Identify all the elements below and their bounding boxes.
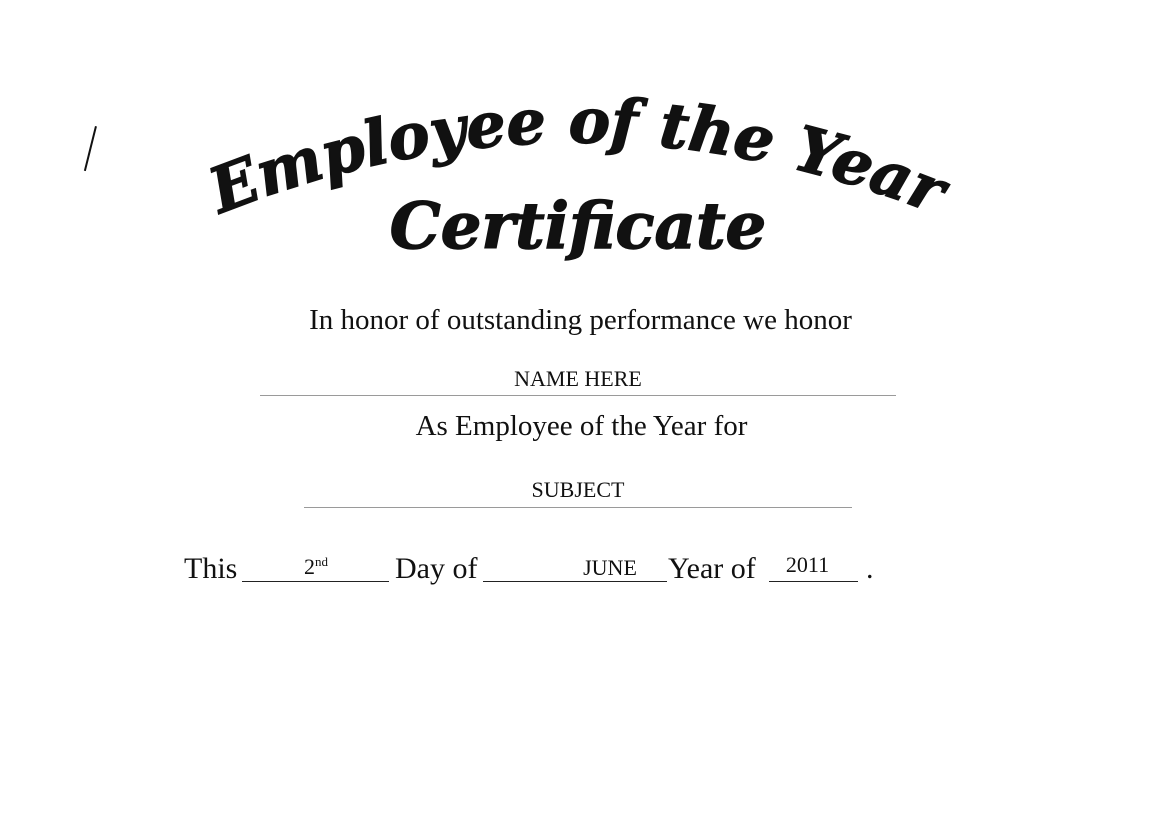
recipient-name-field: NAME HERE	[514, 366, 642, 391]
title-line-2: Certificate	[389, 189, 767, 264]
month-blank	[483, 581, 667, 582]
honor-statement: In honor of outstanding performance we honor	[309, 304, 852, 336]
year-of-label: Year of	[668, 552, 756, 585]
end-period: .	[866, 552, 874, 585]
year-blank	[769, 581, 858, 582]
day-number: 2	[304, 554, 315, 579]
title-line-1-text: Employee of the Year	[199, 84, 956, 228]
this-label: This	[184, 552, 238, 585]
employee-statement: As Employee of the Year for	[415, 410, 748, 442]
month-value: JUNE	[583, 555, 637, 580]
day-value	[216, 554, 416, 580]
subject-field: SUBJECT	[531, 477, 625, 502]
day-of-label: Day of	[395, 552, 478, 585]
day-blank	[242, 581, 389, 582]
day-suffix: nd	[315, 554, 328, 569]
year-value: 2011	[785, 552, 830, 577]
